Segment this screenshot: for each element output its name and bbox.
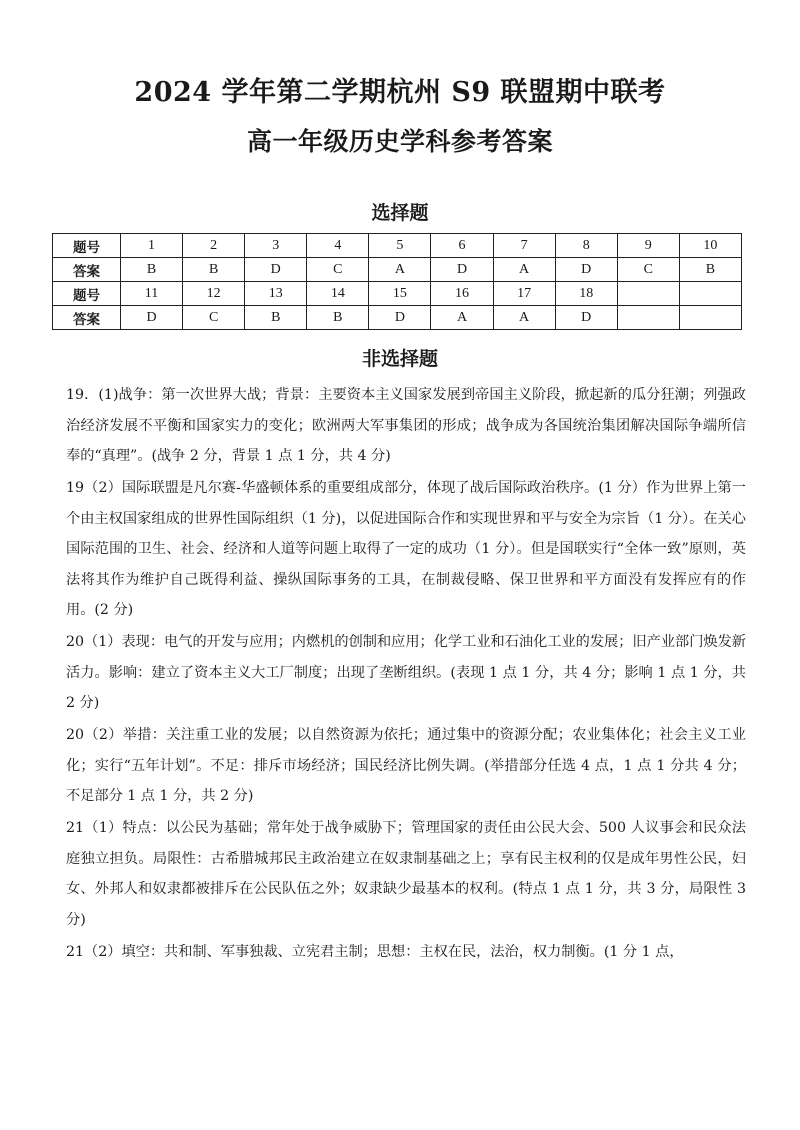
question-number-cell: 4 xyxy=(307,234,369,258)
nonchoice-section-heading: 非选择题 xyxy=(361,348,438,370)
page-title: 2024 学年第二学期杭州 S9 联盟期中联考 xyxy=(134,77,666,108)
answer-paragraph-20-2: 20（2）举措：关注重工业的发展；以自然资源为依托；通过集中的资源分配；农业集体化；社会主义工业化；实行“五年计划”。不足：排斥市场经济；国民经济比例失调。(举措部分任选 4 点，1 点 1 分共 4 分；不足部分 1 点 1 分，共 2 分) xyxy=(66,727,746,804)
question-number-cell: 14 xyxy=(307,282,369,306)
answer-row xyxy=(53,306,742,330)
question-number-cell: 10 xyxy=(679,234,741,258)
question-number-cell: 7 xyxy=(493,234,555,258)
question-number-cell: 1 xyxy=(121,234,183,258)
answer-cell: A xyxy=(431,306,493,330)
question-number-cell xyxy=(617,282,679,306)
answer-cell: D xyxy=(555,258,617,282)
answer-cell: B xyxy=(307,306,369,330)
answer-cell: B xyxy=(183,258,245,282)
question-number-cell: 12 xyxy=(183,282,245,306)
answer-row-label: 答案 xyxy=(53,306,121,330)
question-number-row xyxy=(53,282,742,306)
answer-cell: B xyxy=(679,258,741,282)
answer-cell: D xyxy=(431,258,493,282)
answer-cell: D xyxy=(121,306,183,330)
question-number-cell: 3 xyxy=(245,234,307,258)
answer-cell: C xyxy=(183,306,245,330)
question-number-row xyxy=(53,234,742,258)
question-number-cell: 17 xyxy=(493,282,555,306)
answer-body xyxy=(66,380,746,969)
question-number-row-label: 题号 xyxy=(53,234,121,258)
answer-cell: A xyxy=(369,258,431,282)
question-number-cell: 15 xyxy=(369,282,431,306)
question-number-cell: 18 xyxy=(555,282,617,306)
answer-cell: A xyxy=(493,306,555,330)
page-subtitle: 高一年级历史学科参考答案 xyxy=(246,127,553,156)
answer-row-label: 答案 xyxy=(53,258,121,282)
answer-cell: B xyxy=(245,306,307,330)
answer-paragraph-19-1: 19．(1)战争：第一次世界大战；背景：主要资本主义国家发展到帝国主义阶段，掀起新的瓜分狂潮；列强政治经济发展不平衡和国家实力的变化；欧洲两大军事集团的形成；战争成为各国统治集团解决国际争端所信奉的“真理”。(战争 2 分，背景 1 点 1 分，共 4 分) xyxy=(66,387,746,464)
answer-cell: B xyxy=(121,258,183,282)
question-number-row-label: 题号 xyxy=(53,282,121,306)
question-number-cell: 11 xyxy=(121,282,183,306)
answer-cell: D xyxy=(555,306,617,330)
question-number-cell: 5 xyxy=(369,234,431,258)
answer-cell: C xyxy=(307,258,369,282)
question-number-cell: 6 xyxy=(431,234,493,258)
choice-section-heading: 选择题 xyxy=(371,202,429,224)
answer-paragraph-21-1: 21（1）特点：以公民为基础；常年处于战争威胁下；管理国家的责任由公民大会、500 人议事会和民众法庭独立担负。局限性：古希腊城邦民主政治建立在奴隶制基础之上；享有民主权利的仅是成年男性公民，妇女、外邦人和奴隶都被排斥在公民队伍之外；奴隶缺少最基本的权利。(特点 1 点 1 分，共 3 分，局限性 3 分) xyxy=(66,820,746,928)
answer-paragraph-19-2: 19（2）国际联盟是凡尔赛-华盛顿体系的重要组成部分，体现了战后国际政治秩序。(1 分）作为世界上第一个由主权国家组成的世界性国际组织（1 分)，以促进国际合作和实现世界和平与安全为宗旨（1 分）。在关心国际范围的卫生、社会、经济和人道等问题上取得了一定的成功（1 分）。但是国联实行“全体一致”原则，英法将其作为维护自己既得利益、操纵国际事务的工具，在制裁侵略、保卫世界和平方面没有发挥应有的作用。(2 分) xyxy=(66,480,746,618)
answer-cell: A xyxy=(493,258,555,282)
question-number-cell: 8 xyxy=(555,234,617,258)
answer-paragraph-20-1: 20（1）表现：电气的开发与应用；内燃机的创制和应用；化学工业和石油化工业的发展；旧产业部门焕发新活力。影响：建立了资本主义大工厂制度；出现了垄断组织。(表现 1 点 1 分，共 4 分；影响 1 点 1 分，共 2 分) xyxy=(66,634,746,711)
answer-cell: D xyxy=(369,306,431,330)
answer-cell xyxy=(679,306,741,330)
question-number-cell xyxy=(679,282,741,306)
answer-table xyxy=(52,233,742,330)
question-number-cell: 9 xyxy=(617,234,679,258)
question-number-cell: 16 xyxy=(431,282,493,306)
question-number-cell: 13 xyxy=(245,282,307,306)
answer-row xyxy=(53,258,742,282)
answer-cell xyxy=(617,306,679,330)
question-number-cell: 2 xyxy=(183,234,245,258)
answer-cell: D xyxy=(245,258,307,282)
answer-paragraph-21-2: 21（2）填空：共和制、军事独裁、立宪君主制；思想：主权在民，法治，权力制衡。(1 分 1 点， xyxy=(66,943,684,960)
answer-cell: C xyxy=(617,258,679,282)
